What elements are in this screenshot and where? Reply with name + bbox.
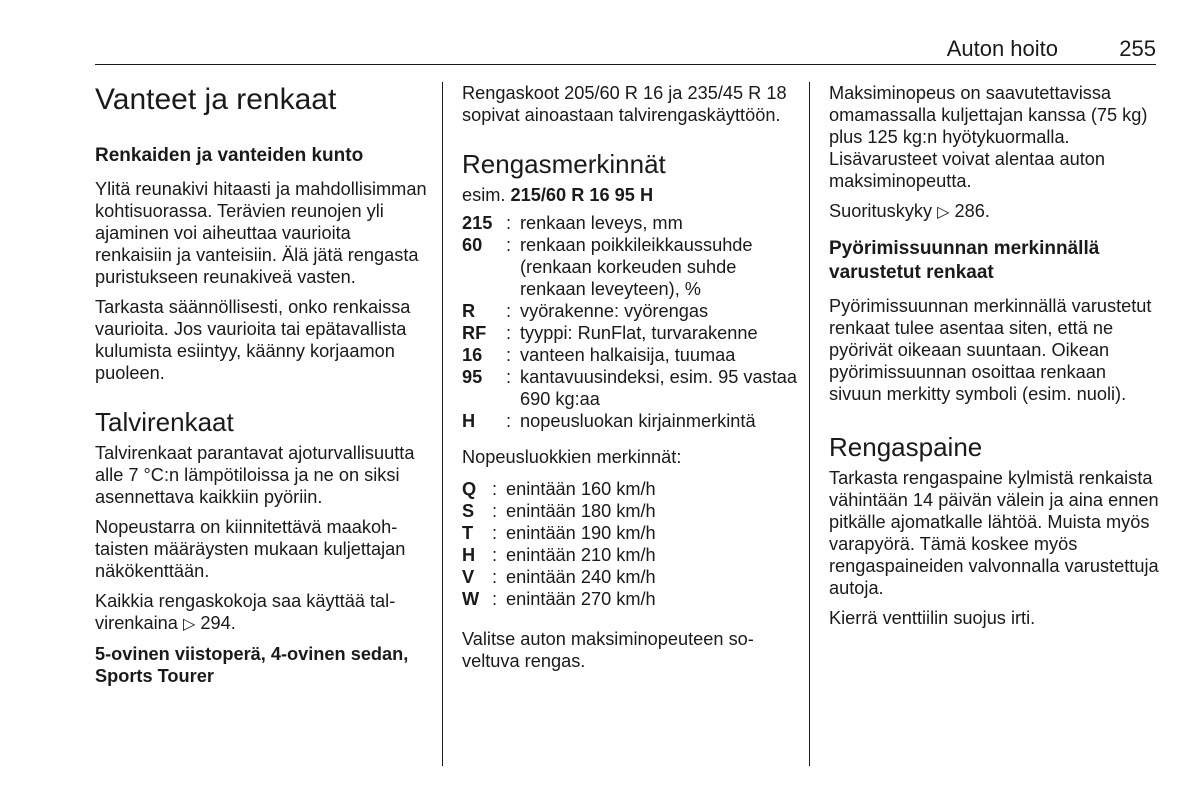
heading-pressure: Rengaspaine [829, 432, 983, 462]
paragraph: Rengaskoot 205/60 R 16 ja 235/45 R 18 sopivat ainoastaan talvirengaskäyttöön. [462, 83, 787, 125]
paragraph: Nopeustarra on kiinnitettävä maakohtaisten määräysten mukaan kuljettajan näkökenttään. [95, 517, 406, 581]
heading-marks: Rengasmerkinnät [462, 149, 666, 179]
list-item: Q : enintään 160 km/h [462, 479, 656, 499]
heading-winter: Talvirenkaat [95, 407, 234, 437]
list-item: 95 : kantavuusindeksi, esim. 95 vastaa 690 kg:aa [462, 367, 798, 409]
section-title: Auton hoito [946, 36, 1058, 61]
paragraph: Talvirenkaat parantavat ajoturvallisuutta alle 7 °C:n lämpötiloissa ja ne on siksi asennettava kaikkiin pyöriin. [95, 443, 415, 507]
marks-list [462, 212, 797, 432]
list-item: T : enintään 190 km/h [462, 523, 656, 543]
column-right [829, 82, 1159, 637]
column-divider [809, 82, 810, 766]
page-reference: 286. [954, 201, 990, 221]
paragraph: Ylitä reunakivi hitaasti ja mahdollisimman kohtisuorassa. Terävien reunojen yli ajaminen voi aiheuttaa vaurioita renkaisiin ja vanteisiin. Älä jätä rengasta puristukseen reunakiveä vasten. [95, 179, 427, 287]
paragraph [829, 200, 1159, 223]
list-item: W : enintään 270 km/h [462, 589, 656, 609]
page-reference: 294. [200, 613, 236, 633]
example-code: 215/60 R 16 95 H [510, 185, 654, 205]
list-item: RF : tyyppi: RunFlat, turvarakenne [462, 323, 758, 343]
reference-arrow-icon: ▷ [937, 202, 950, 221]
speed-list [462, 478, 797, 610]
paragraph: Pyörimissuunnan merkinnällä varustetut renkaat tulee asentaa siten, että ne pyörivät oikeaan suuntaan. Oikean pyörimissuunnan osoittaa renkaan sivuun merkitty symboli (esim. nuoli). [829, 296, 1152, 404]
paragraph [95, 590, 430, 635]
reference-arrow-icon: ▷ [182, 614, 196, 633]
paragraph: Maksiminopeus on saavutettavissa omamassalla kuljettajan kanssa (75 kg) plus 125 kg:n hyötykuormalla. Lisävarusteet voivat alentaa auton maksiminopeutta. [829, 83, 1148, 191]
list-item: H : enintään 210 km/h [462, 545, 656, 565]
list-item: V : enintään 240 km/h [462, 567, 656, 587]
paragraph: Kierrä venttiilin suojus irti. [829, 608, 1036, 628]
paragraph: Tarkasta rengaspaine kylmistä renkaista vähintään 14 päivän välein ja aina ennen pitkälle ajomatkalle lähtöä. Muista myös varapyörä. Tämä koskee myös rengaspaineiden valvonnalla varustettuja autoja. [829, 468, 1159, 598]
paragraph: Tarkasta säännöllisesti, onko renkaissa vaurioita. Jos vaurioita tai epätavallista kulumista esiintyy, käänny korjaamon puoleen. [95, 297, 411, 383]
page-number: 255 [1119, 36, 1156, 61]
list-item: H : nopeusluokan kirjainmerkintä [462, 411, 756, 431]
example-line [462, 184, 797, 206]
list-item: R : vyörakenne: vyörengas [462, 301, 709, 321]
bold-note: 5-ovinen viistoperä, 4-ovinen sedan, Sports Tourer [95, 644, 409, 686]
paragraph: Valitse auton maksiminopeuteen soveltuva rengas. [462, 629, 754, 671]
column-middle [462, 82, 797, 680]
column-left [95, 82, 430, 695]
page-title: Vanteet ja renkaat [95, 83, 337, 116]
list-item: S : enintään 180 km/h [462, 501, 656, 521]
list-item: 16 : vanteen halkaisija, tuumaa [462, 345, 736, 365]
heading-direction: Pyörimissuunnan merkinnällä varustetut renkaat [829, 238, 1100, 283]
page-header [95, 34, 1156, 65]
heading-condition: Renkaiden ja vanteiden kunto [95, 145, 364, 166]
list-item: 60 : renkaan poikkileikkaussuhde (renkaan korkeuden suhde renkaan leveyteen), % [462, 235, 753, 299]
paragraph-text: Kaikkia rengaskokoja saa käyttää talvirenkaina [95, 591, 396, 633]
column-divider [442, 82, 443, 766]
list-item: 215 : renkaan leveys, mm [462, 213, 683, 233]
speed-intro: Nopeusluokkien merkinnät: [462, 447, 682, 467]
example-prefix: esim. [462, 185, 506, 205]
paragraph-text: Suorituskyky [829, 201, 933, 221]
